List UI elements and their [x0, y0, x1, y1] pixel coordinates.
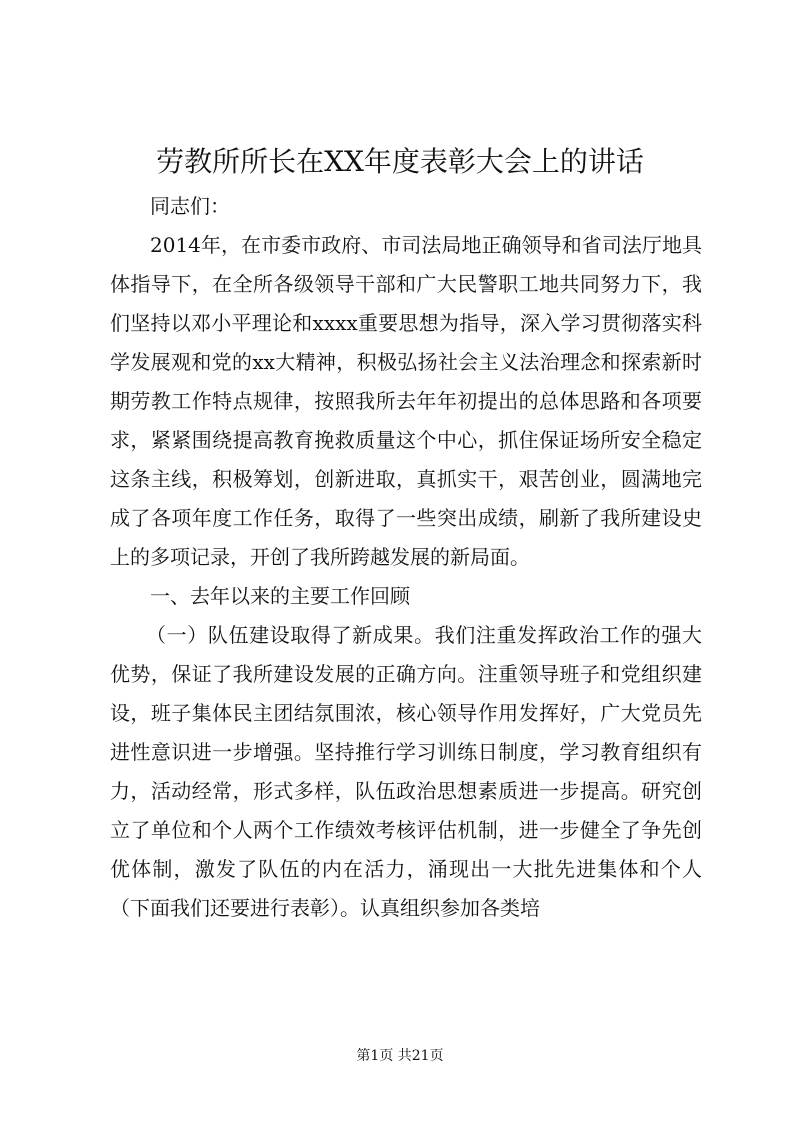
document-title: 劳教所所长在XX年度表彰大会上的讲话 [156, 145, 644, 178]
document-body [110, 187, 702, 928]
page-footer: 第1页 共21页 [356, 1048, 444, 1064]
paragraph-1: 2014年，在市委市政府、市司法局地正确领导和省司法厅地具体指导下，在全所各级领导干部和广大民警职工地共同努力下，我们坚持以邓小平理论和xxxx重要思想为指导，深入学习贯彻落实科学发展观和党的xx大精神，积极弘扬社会主义法治理念和探索新时期劳教工作特点规律，按照我所去年年初提出的总体思路和各项要求，紧紧围绕提高教育挽救质量这个中心，抓住保证场所安全稳定这条主线，积极筹划，创新进取，真抓实干，艰苦创业，圆满地完成了各项年度工作任务，取得了一些突出成绩，刷新了我所建设史上的多项记录，开创了我所跨越发展的新局面。 [110, 233, 702, 569]
salutation: 同志们： [150, 194, 230, 218]
subsection-paragraph: （一）队伍建设取得了新成果。我们注重发挥政治工作的强大优势，保证了我所建设发展的正确方向。注重领导班子和党组织建设，班子集体民主团结氛围浓，核心领导作用发挥好，广大党员先进性意识进一步增强。坚持推行学习训练日制度，学习教育组织有力，活动经常，形式多样，队伍政治思想素质进一步提高。研究创立了单位和个人两个工作绩效考核评估机制，进一步健全了争先创优体制，激发了队伍的内在活力，涌现出一大批先进集体和个人（下面我们还要进行表彰）。认真组织参加各类培 [110, 623, 702, 920]
section-heading: 一、去年以来的主要工作回顾 [150, 584, 410, 608]
